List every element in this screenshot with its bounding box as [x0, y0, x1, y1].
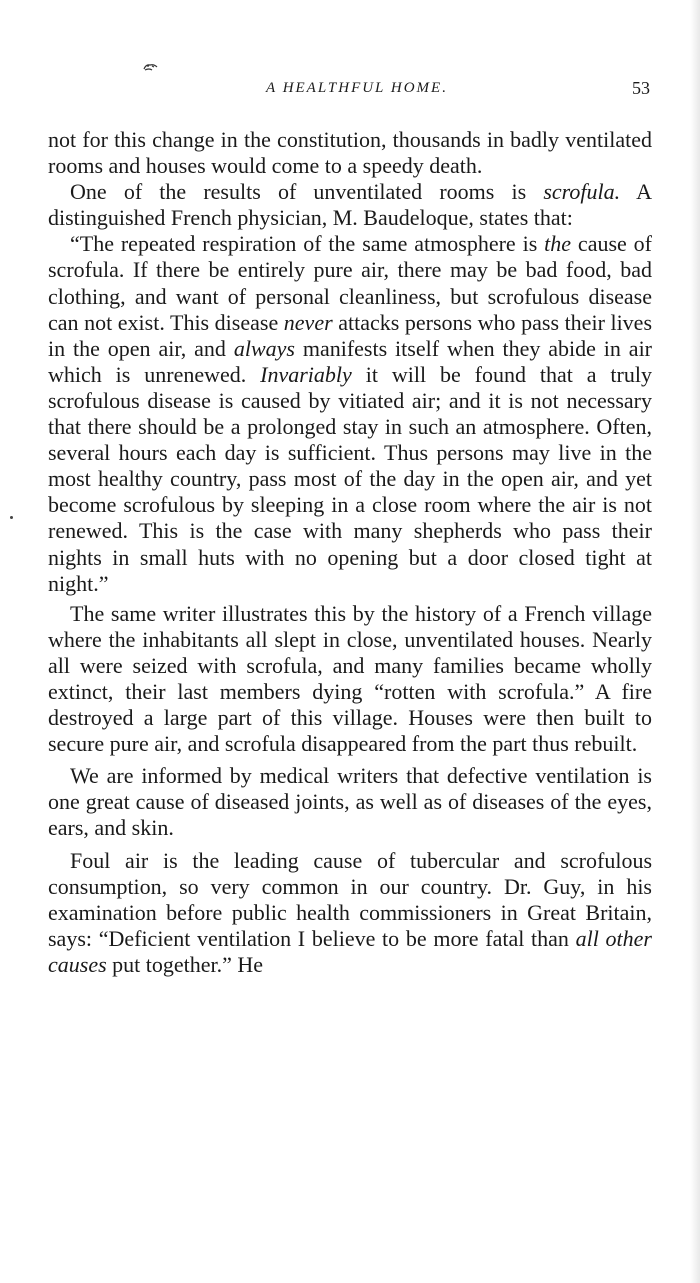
running-title: A HEALTHFUL HOME. [266, 80, 448, 96]
stray-ink-mark [10, 516, 13, 519]
italic-emphasis: all other causes [48, 925, 652, 977]
text-run: One of the results of unventilated rooms is [70, 179, 544, 205]
paragraph [48, 601, 652, 758]
page-number: 53 [632, 78, 650, 98]
page-edge-shadow [690, 0, 700, 1283]
italic-emphasis: scrofula. [543, 179, 621, 205]
text-run: put together.” He [106, 951, 264, 977]
text-run: “The repeated respiration of the same atmosphere is [70, 231, 545, 257]
paragraph [48, 848, 652, 978]
body-text [48, 127, 652, 978]
paragraph [48, 127, 652, 179]
text-run: Foul air is the leading cause of tubercular and scrofulous consumption, so very common in our country. Dr. Guy, in his examination before public health commissioners in Great Britain, says: “Deficient ventilation I believe to be more fatal than [48, 847, 652, 951]
text-run: cause of scrofula. If there be entirely pure air, there may be bad food, bad clothing, and want of personal cleanliness, but scrofulous disease can not exist. This disease [48, 231, 653, 335]
text-run: We are informed by medical writers that defective ventilation is one great cause of diseased joints, as well as of diseases of the eyes, ears, and skin. [48, 763, 652, 841]
printer-ornament-icon [143, 63, 158, 71]
italic-emphasis: always [233, 335, 295, 361]
text-run: The same writer illustrates this by the history of a French village where the inhabitants all slept in close, unventilated houses. Nearly all were seized with scrofula, and many families became wholly extinct, their last members dying “rotten with scrofula.” A fire destroyed a large part of this village. Houses were then built to secure pure air, and scrofula disappeared from the part thus rebuilt. [48, 600, 652, 757]
paragraph [48, 763, 652, 841]
italic-emphasis: never [283, 309, 333, 335]
text-run: A distinguished French physician, M. Baudeloque, states that: [48, 179, 652, 231]
italic-emphasis: the [544, 231, 572, 257]
quoted-paragraph [48, 231, 652, 596]
italic-emphasis: Invariably [260, 361, 352, 387]
text-run: attacks persons who pass their lives in the open air, and [48, 309, 653, 361]
running-header [48, 78, 652, 104]
text-run: manifests itself when they abide in air which is unrenewed. [48, 335, 653, 387]
text-run: not for this change in the constitution, thousands in badly ventilated rooms and houses would come to a speedy death. [48, 127, 652, 179]
text-run: it will be found that a truly scrofulous disease is caused by vitiated air; and it is not necessary that there should be a prolonged stay in such an atmosphere. Often, several hours each day is sufficient. Thus persons may live in the most healthy country, pass most of the day in the open air, and yet become scrofulous by sleeping in a close room where the air is not renewed. This is the case with many shepherds who pass their nights in small huts with no opening but a door closed tight at night.” [48, 361, 652, 596]
paragraph [48, 179, 652, 231]
